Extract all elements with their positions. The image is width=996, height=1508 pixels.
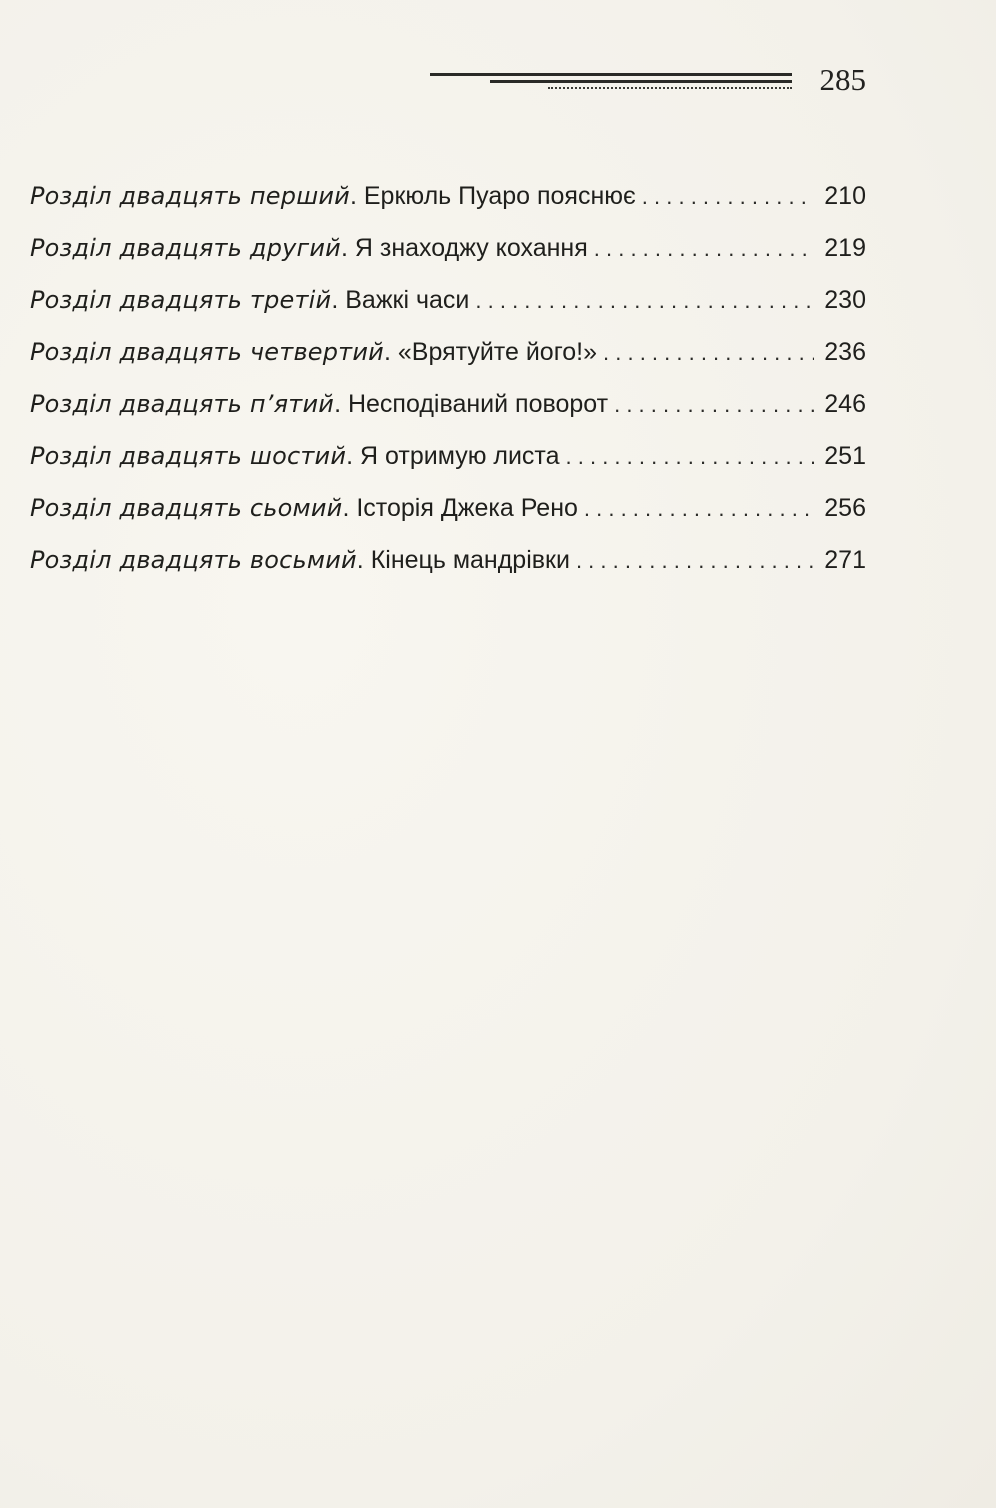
toc-entry: Розділ двадцять третій . Важкі часи . . . 230 — [30, 274, 866, 326]
rule-line — [490, 80, 792, 83]
chapter-title: «Врятуйте його!» — [397, 338, 598, 366]
page-ref: 246 — [824, 390, 866, 418]
toc-entry: Розділ двадцять восьмий . Кінець мандрівки . . . 271 — [30, 534, 866, 586]
table-of-contents — [30, 170, 866, 586]
running-head — [430, 58, 866, 102]
toc-entry: Розділ двадцять сьомий . Історія Джека Рено . . . 256 — [30, 482, 866, 534]
chapter-number: Розділ двадцять другий — [30, 234, 341, 262]
chapter-number: Розділ двадцять четвертий — [30, 338, 384, 366]
dot-leader — [576, 535, 814, 586]
decorative-rules — [430, 73, 792, 93]
dot-leader — [475, 275, 814, 326]
chapter-number: Розділ двадцять сьомий — [30, 494, 343, 522]
page-ref: 236 — [824, 338, 866, 366]
chapter-title: Важкі часи — [345, 286, 470, 314]
page-number: 285 — [819, 62, 866, 97]
toc-entry: Розділ двадцять п’ятий . Несподіваний поворот . . . 246 — [30, 378, 866, 430]
page-ref: 230 — [824, 286, 866, 314]
chapter-title: Кінець мандрівки — [370, 546, 570, 574]
page-ref: 210 — [824, 182, 866, 210]
chapter-title: Еркюль Пуаро пояснює — [363, 182, 636, 210]
page-ref: 251 — [824, 442, 866, 470]
chapter-title: Історія Джека Рено — [356, 494, 578, 522]
chapter-number: Розділ двадцять восьмий — [30, 546, 357, 574]
chapter-title: Несподіваний поворот — [347, 390, 609, 418]
rule-line — [430, 73, 792, 76]
page-ref: 256 — [824, 494, 866, 522]
toc-entry: Розділ двадцять перший . Еркюль Пуаро пояснює . . . 210 — [30, 170, 866, 222]
page-ref: 271 — [824, 546, 866, 574]
chapter-title: Я отримую листа — [360, 442, 560, 470]
dot-leader — [594, 223, 814, 274]
dot-leader — [614, 379, 814, 430]
chapter-number: Розділ двадцять третій — [30, 286, 332, 314]
rule-line-dotted — [548, 87, 792, 89]
page-ref: 219 — [824, 234, 866, 262]
toc-entry: Розділ двадцять другий . Я знаходжу кохання . . . 219 — [30, 222, 866, 274]
chapter-number: Розділ двадцять п’ятий — [30, 390, 335, 418]
toc-entry: Розділ двадцять шостий . Я отримую листа . . . 251 — [30, 430, 866, 482]
dot-leader — [603, 327, 814, 378]
dot-leader — [566, 431, 814, 482]
dot-leader — [584, 483, 814, 534]
chapter-number: Розділ двадцять шостий — [30, 442, 347, 470]
toc-entry: Розділ двадцять четвертий . «Врятуйте його!» . . . 236 — [30, 326, 866, 378]
dot-leader — [642, 171, 814, 222]
chapter-title: Я знаходжу кохання — [354, 234, 588, 262]
chapter-number: Розділ двадцять перший — [30, 182, 350, 210]
